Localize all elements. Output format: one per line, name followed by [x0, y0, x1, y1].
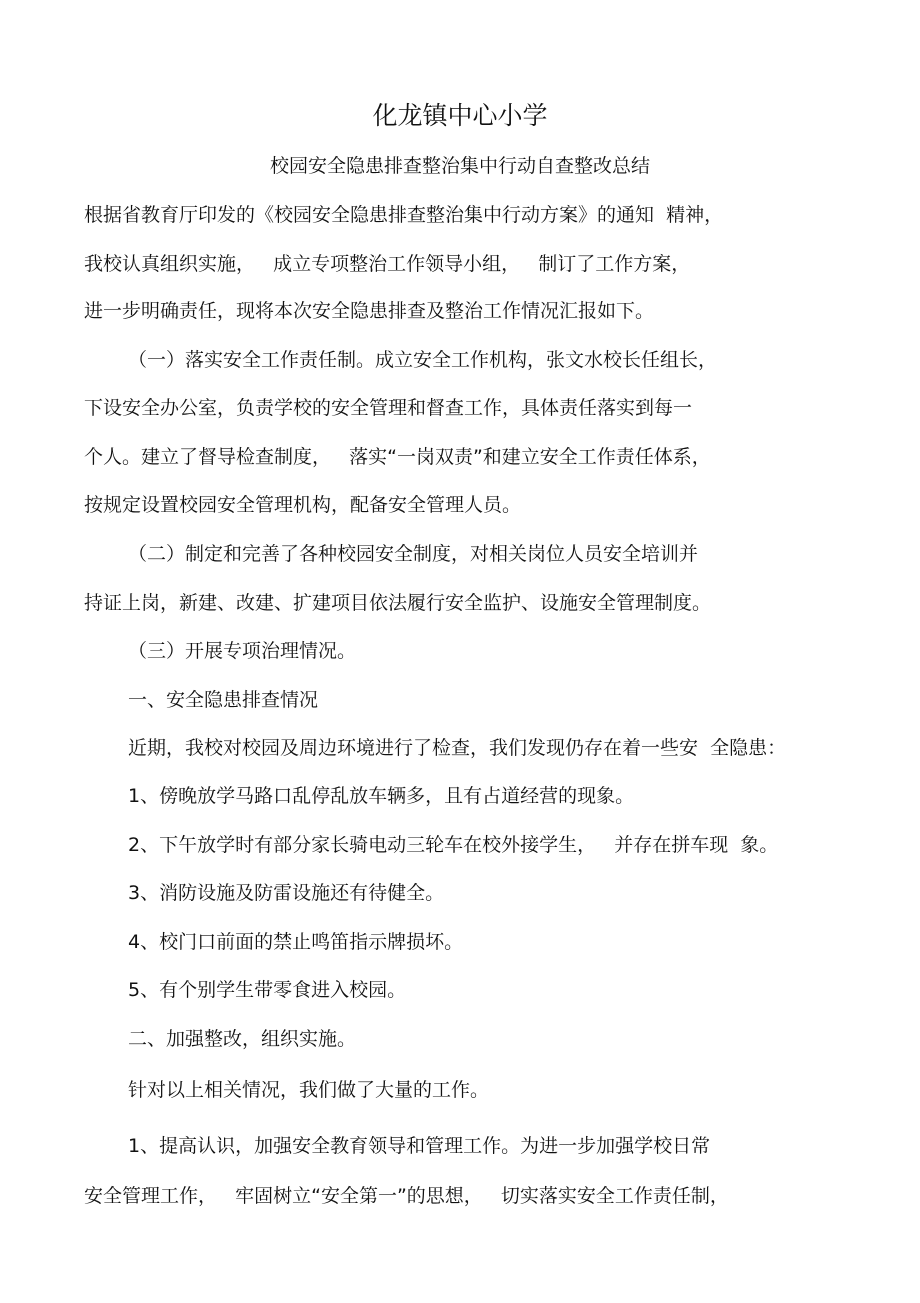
- list-item: 2、下午放学时有部分家长骑电动三轮车在校外接学生， 并存在拼车现 象。: [128, 834, 779, 856]
- paragraph-line: （二）制定和完善了各种校园安全制度，对相关岗位人员安全培训并: [128, 543, 699, 565]
- paragraph-line: 根据省教育厅印发的《校园安全隐患排查整治集中行动方案》的通知 精神，: [84, 204, 724, 226]
- paragraph-line: （一）落实安全工作责任制。成立安全工作机构，张文水校长任组长，: [128, 349, 718, 371]
- paragraph-line: 下设安全办公室，负责学校的安全管理和督查工作，具体责任落实到每一: [84, 397, 693, 419]
- list-item: 1、傍晚放学马路口乱停乱放车辆多，且有占道经营的现象。: [128, 785, 635, 807]
- paragraph-line: 我校认真组织实施， 成立专项整治工作领导小组， 制订了工作方案，: [84, 253, 691, 275]
- paragraph-line: 进一步明确责任，现将本次安全隐患排查及整治工作情况汇报如下。: [84, 300, 655, 322]
- paragraph-line: 持证上岗，新建、改建、扩建项目依法履行安全监护、设施安全管理制度。: [84, 592, 712, 614]
- list-item: 4、校门口前面的禁止鸣笛指示牌损坏。: [128, 931, 464, 953]
- list-item: 3、消防设施及防雷设施还有待健全。: [128, 882, 445, 904]
- paragraph-line: 按规定设置校园安全管理机构，配备安全管理人员。: [84, 494, 522, 516]
- list-item: 1、提高认识，加强安全教育领导和管理工作。为进一步加强学校日常: [128, 1135, 711, 1157]
- document-subtitle: 校园安全隐患排查整治集中行动自查整改总结: [269, 155, 650, 177]
- section-heading: 一、安全隐患排查情况: [128, 689, 319, 711]
- paragraph-line: 针对以上相关情况，我们做了大量的工作。: [128, 1079, 490, 1101]
- paragraph-line: 个人。建立了督导检查制度， 落实“一岗双责”和建立安全工作责任体系，: [84, 446, 711, 468]
- section-heading: 二、加强整改，组织实施。: [128, 1028, 357, 1050]
- document-title: 化龙镇中心小学: [372, 101, 548, 130]
- paragraph-line: 安全管理工作， 牢固树立“安全第一”的思想， 切实落实安全工作责任制，: [84, 1185, 729, 1207]
- list-item: 5、有个别学生带零食进入校园。: [128, 979, 407, 1001]
- paragraph-line: 近期，我校对校园及周边环境进行了检查，我们发现仍存在着一些安 全隐患：: [128, 737, 787, 759]
- paragraph-line: （三）开展专项治理情况。: [128, 640, 357, 662]
